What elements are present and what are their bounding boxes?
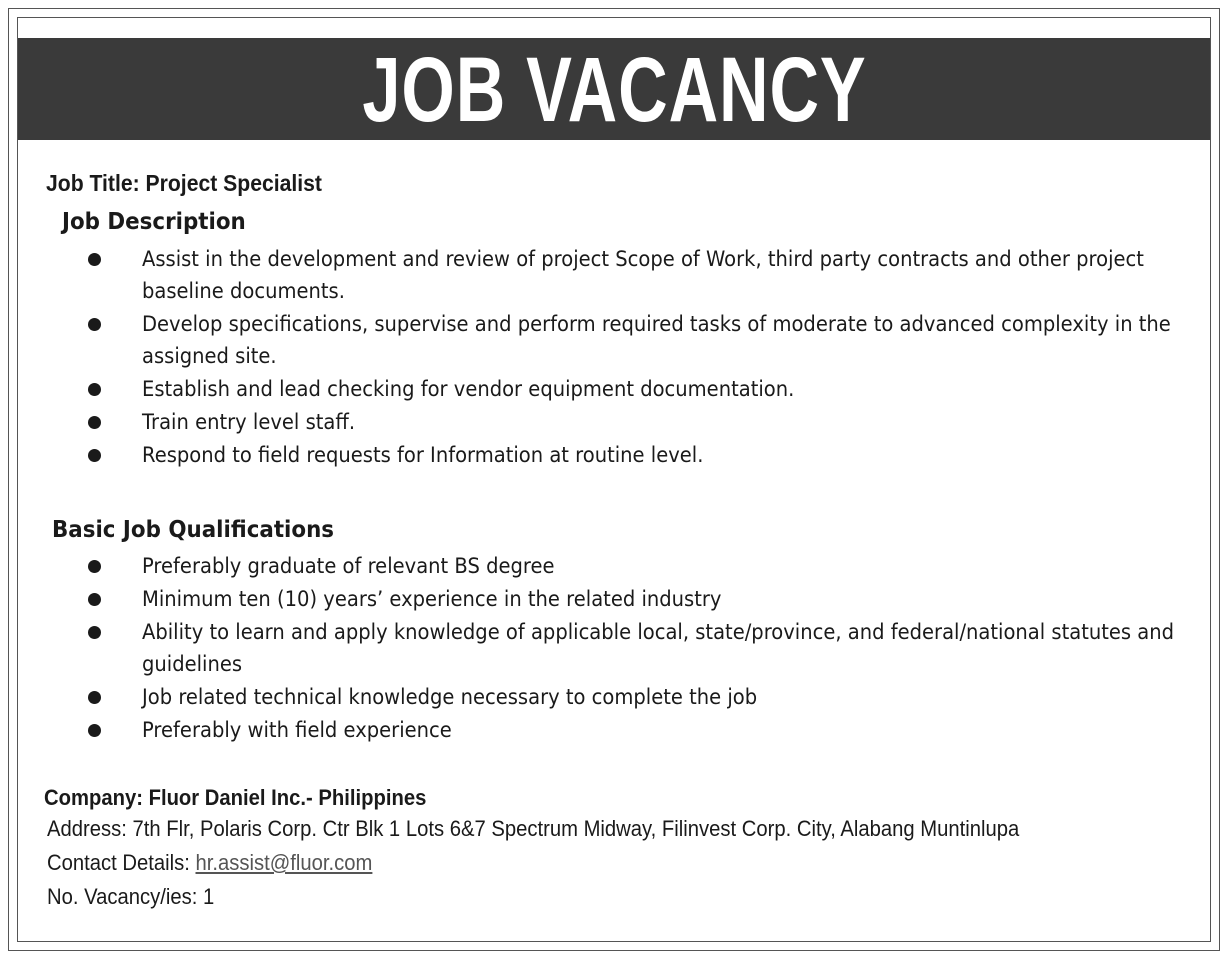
list-item: Train entry level staff.	[86, 406, 1196, 438]
bullet-icon	[88, 691, 101, 704]
bullet-icon	[88, 626, 101, 639]
bullet-icon	[88, 724, 101, 737]
job-title: Job Title: Project Specialist	[46, 170, 322, 196]
bullet-icon	[88, 560, 101, 573]
contact-label: Contact Details:	[47, 850, 196, 875]
company-name: Company: Fluor Daniel Inc.- Philippines	[44, 785, 427, 810]
list-item: Develop specifications, supervise and perform required tasks of moderate to advanced complexity in the assigned site.	[86, 308, 1196, 372]
bullet-icon	[88, 253, 101, 266]
bullet-icon	[88, 449, 101, 462]
header-banner	[18, 38, 1210, 140]
bullet-icon	[88, 383, 101, 396]
list-item: Respond to field requests for Information at routine level.	[86, 439, 1196, 471]
qualifications-list	[86, 550, 1196, 747]
bullet-icon	[88, 593, 101, 606]
bullet-icon	[88, 318, 101, 331]
contact-details	[47, 846, 1019, 880]
list-item: Job related technical knowledge necessary to complete the job	[86, 681, 1196, 713]
job-description-heading: Job Description	[62, 209, 246, 235]
vacancy-count: No. Vacancy/ies: 1	[47, 884, 215, 909]
list-item: Assist in the development and review of project Scope of Work, third party contracts and other project baseline documents.	[86, 243, 1196, 307]
company-address: Address: 7th Flr, Polaris Corp. Ctr Blk 1 Lots 6&7 Spectrum Midway, Filinvest Corp. City, Alabang Muntinlupa	[47, 816, 1020, 841]
list-item: Establish and lead checking for vendor equipment documentation.	[86, 373, 1196, 405]
qualifications-heading: Basic Job Qualifications	[52, 517, 335, 543]
company-info	[44, 784, 1104, 914]
list-item: Ability to learn and apply knowledge of applicable local, state/province, and federal/national statutes and guidelines	[86, 616, 1196, 680]
email-link[interactable]: hr.assist@fluor.com	[195, 850, 373, 875]
job-description-list	[86, 243, 1196, 472]
list-item: Preferably graduate of relevant BS degree	[86, 550, 1196, 582]
page-title: JOB VACANCY	[361, 37, 867, 141]
list-item: Preferably with field experience	[86, 714, 1196, 746]
bullet-icon	[88, 416, 101, 429]
list-item: Minimum ten (10) years’ experience in the related industry	[86, 583, 1196, 615]
